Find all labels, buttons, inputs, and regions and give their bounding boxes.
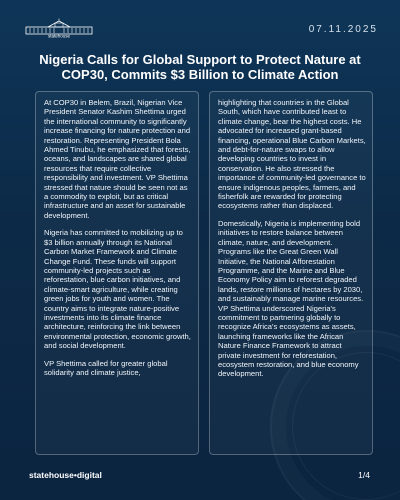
logo-text: statehouse: [47, 33, 71, 38]
paragraph: VP Shettima called for greater global solidarity and climate justice,: [44, 358, 168, 377]
page-indicator: 1/4: [358, 470, 370, 480]
article-column-right: [209, 91, 373, 455]
title-line-2: COP30, Commits $3 Billion to Climate Action: [61, 67, 339, 82]
paragraph: At COP30 in Belem, Brazil, Nigerian Vice President Senator Kashim Shettima urged the international community to significantly increase financing for nature protection and restoration. Representing President Bola Ahmed Tinubu, he emphasized that forests, oceans, and landscapes are shared global resources that require collective responsibility and investment. VP Shettima stressed that nature should be seen not as a commodity to exploit, but as critical infrastructure and an asset for sustainable development.: [44, 98, 191, 220]
title-line-1: Nigeria Calls for Global Support to Protect Nature at: [39, 52, 361, 67]
paragraph: Domestically, Nigeria is implementing bold initiatives to restore balance between climate, nature, and development. Programs like the Great Green Wall Initiative, the National Afforestation Programme, and the Marine and Blue Economy Policy aim to reforest degraded lands, restore millions of hectares by 2030, and sustainably manage marine resources. VP Shettima underscored Nigeria's commitment to partnering globally to recognize Africa's ecosystems as assets, launching frameworks like the African Nature Finance Framework to attract private investment for reforestation, ecosystem restoration, and blue economy development.: [218, 218, 364, 379]
paragraph: Nigeria has committed to mobilizing up to $3 billion annually through its National Carbon Market Framework and Climate Change Fund. These funds will support community-led projects such as reforestation, blue carbon initiatives, and climate-smart agriculture, while creating green jobs for youth and women. The country aims to integrate nature-positive investments into its climate finance architecture, reinforcing the link between environmental protection, economic growth, and social development.: [44, 228, 191, 351]
post-date: 07.11.2025: [308, 24, 378, 35]
footer-brand: statehouse•digital: [29, 470, 102, 480]
page-title: [30, 52, 370, 82]
paragraph: highlighting that countries in the Global South, which have contributed least to climate change, bear the highest costs. He advocated for increased grant-based financing, operational Blue Carbon Markets, and debt-for-nature swaps to allow developing countries to invest in conservation. He also stressed the importance of community-led governance to ensure indigenous peoples, farmers, and fisherfolk are rewarded for protecting ecosystems rather than displaced.: [218, 98, 366, 211]
article-column-left: [35, 91, 199, 455]
statehouse-logo-icon: [24, 18, 94, 38]
